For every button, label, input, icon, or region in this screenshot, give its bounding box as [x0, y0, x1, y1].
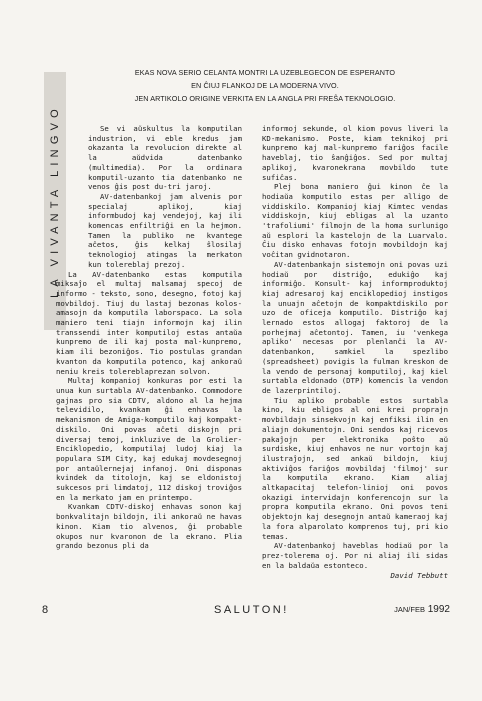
paragraph: Se vi aŭskultus la komputilan industrion, vi eble kredus jam okazanta la revolucion direkte al la aŭdvida datenbanko (multimedia). Por la ordinara komputil-uzanto tia datenbanko ne venos ĝis post du-tri jaroj. — [88, 124, 242, 192]
paragraph: Tiu apliko probable estos surtabla kino, kiu ebligos al oni krei proprajn movbildajn sinsekvojn kaj enfiksi ilin en aliajn dokumentojn. Oni sendos kaj ricevos pakaĵojn per elektronika poŝto aŭ surdiske, kiuj enhavos ne nur vortojn kaj ilustraĵojn, sed ankaŭ bildojn, kiuj aktiviĝos fariĝos movbildaj 'filmoj' sur la komputila ekrano. Kiam aliaj altkapacitaj telefon-linioj oni povos okazigi intervidajn konferencojn sur la propra komputila ekrano. Oni povos teni objektojn kaj desegnojn antaŭ kameraoj kaj la fora alparolato komprenos tuj, pri kio temas. — [262, 395, 448, 541]
magazine-name: SALUTON! — [214, 604, 289, 616]
paragraph: AV-datenbankoj jam alvenis por specialaj aplikoj, kiaj informbudoj kaj vendejoj, kaj ili komencas enfiltriĝi en la hejmon. Tamen la publiko ne kvantege aĉetos, ĝis kelkaj ŝlosilaj teknologioj atingas la merkaton kun tolereblaj prezoj. — [88, 191, 242, 269]
page-number: 8 — [42, 604, 49, 616]
paragraph: AV-datenbankoj haveblas hodiaŭ por la prez-tolerema oj. Por ni aliaj ili sidas en la baldaŭa estonteco. — [262, 541, 448, 570]
issue-year: 1992 — [427, 604, 450, 615]
header-line-2: EN ĈIUJ FLANKOJ DE LA MODERNA VIVO. — [191, 81, 339, 90]
paragraph: Kvankam CDTV-diskoj enhavas sonon kaj bonkvalitajn bildojn, ili ankoraŭ ne havas kinon. Kiam tio alvenos, ĝi probable okupos nur kvaronon de la ekrano. Plia grando bezonus pli da — [56, 502, 242, 551]
author-signature: David Tebbutt — [390, 571, 448, 581]
article-header — [80, 66, 450, 105]
paragraph: La AV-datenbanko estas komputila miksaĵo el multaj malsamaj specoj de informo - teksto, sono, desegno, fotoj kaj movbildoj. Tiuj du lastaj bezonas kolos-amasojn da komputila laborspaco. La sola maniero teni tiajn informojn kaj ilin transsendi inter komputiloj estas antaŭa kunpremo de ili kaj posta mal-kunpremo, kiam ili bezoniĝos. Tio postulas grandan kvanton da komputila potenco, kaj ankoraŭ neniu kreis tolereblaprezan solvon. — [56, 269, 242, 376]
right-column — [262, 124, 448, 581]
paragraph: AV-datenbankajn sistemojn oni povas uzi hodiaŭ por distriĝo, edukiĝo kaj informiĝo. Konsult- kaj informproduktoj kiaj adresaroj kaj enciklopedioj instigos la unuajn aĉetojn de kompaktdiskilo por uzo de oficeja komputilo. Distriĝo kaj lernado estos allogaj faktoroj de la porhejmaj aĉetontoj. Tamen, iu 'venkega apliko' necesas por plenlanĉi la AV-datenbankon, samkiel la spezlibo (spreadsheet) povigis la fulman kreskon de la vendo de personaj komputiloj, kaj kiel surtabla eldonado (DTP) komencis la vendon de lazerprintiloj. — [262, 259, 448, 395]
sidebar-title: LA VIVANTA LINGVO — [49, 104, 61, 298]
paragraph: informoj sekunde, ol kiom povus liveri la KD-mekanismo. Poste, kiam teknikoj pri kunpremo kaj mal-kunpremo fariĝos facile haveblaj, tio ŝanĝiĝos. Sed por multaj aplikoj, kvaronekrana movbildo tute sufiĉas. — [262, 124, 448, 182]
paragraph: Multaj kompanioj konkuras por esti la unua kun surtabla AV-datenbanko. Commodore gajnas pro sia CDTV, aldono al la hejma televidilo, kvankam ĝi enhavas la mekanismon de Amiga-komputilo kaj kompakt-diskilo. Oni povas aĉeti diskojn pri diversaj temoj, inkluzive de la Grolier-Enciklopedio, komputilaj ludoj kiaj la populara SIM City, kaj edukaj movdesegnoj por antaŭlernejaj infanoj. Oni disponas kvindek da titolojn, kaj se eldonistoj sukcesos pri limdatoj, 112 diskoj troviĝos en la merkato jam en printempo. — [56, 376, 242, 502]
page-footer — [42, 604, 450, 618]
left-column — [56, 124, 242, 551]
paragraph: Plej bona maniero ĝui kinon ĉe la hodiaŭa komputilo estas per alligo de viddiskilo. Kompanioj kiaj Kimtec vendas viddiskojn, kiuj ebligas al la uzanto 'trafoliumi' filmojn de la homa surlunigo aŭ esplori la kastelojn de la Luarvalo. Ĉiu disko enhavas fotojn movbildojn kaj voĉitan gvidnotaron. — [262, 182, 448, 260]
header-line-3: JEN ARTIKOLO ORIGINE VERKITA EN LA ANGLA PRI FREŜA TEKNOLOGIO. — [134, 94, 396, 103]
issue-month: JAN/FEB — [394, 605, 425, 614]
header-line-1: EKAS NOVA SERIO CELANTA MONTRI LA UZEBLEGECON DE ESPERANTO — [134, 68, 396, 77]
issue-date — [394, 604, 450, 615]
